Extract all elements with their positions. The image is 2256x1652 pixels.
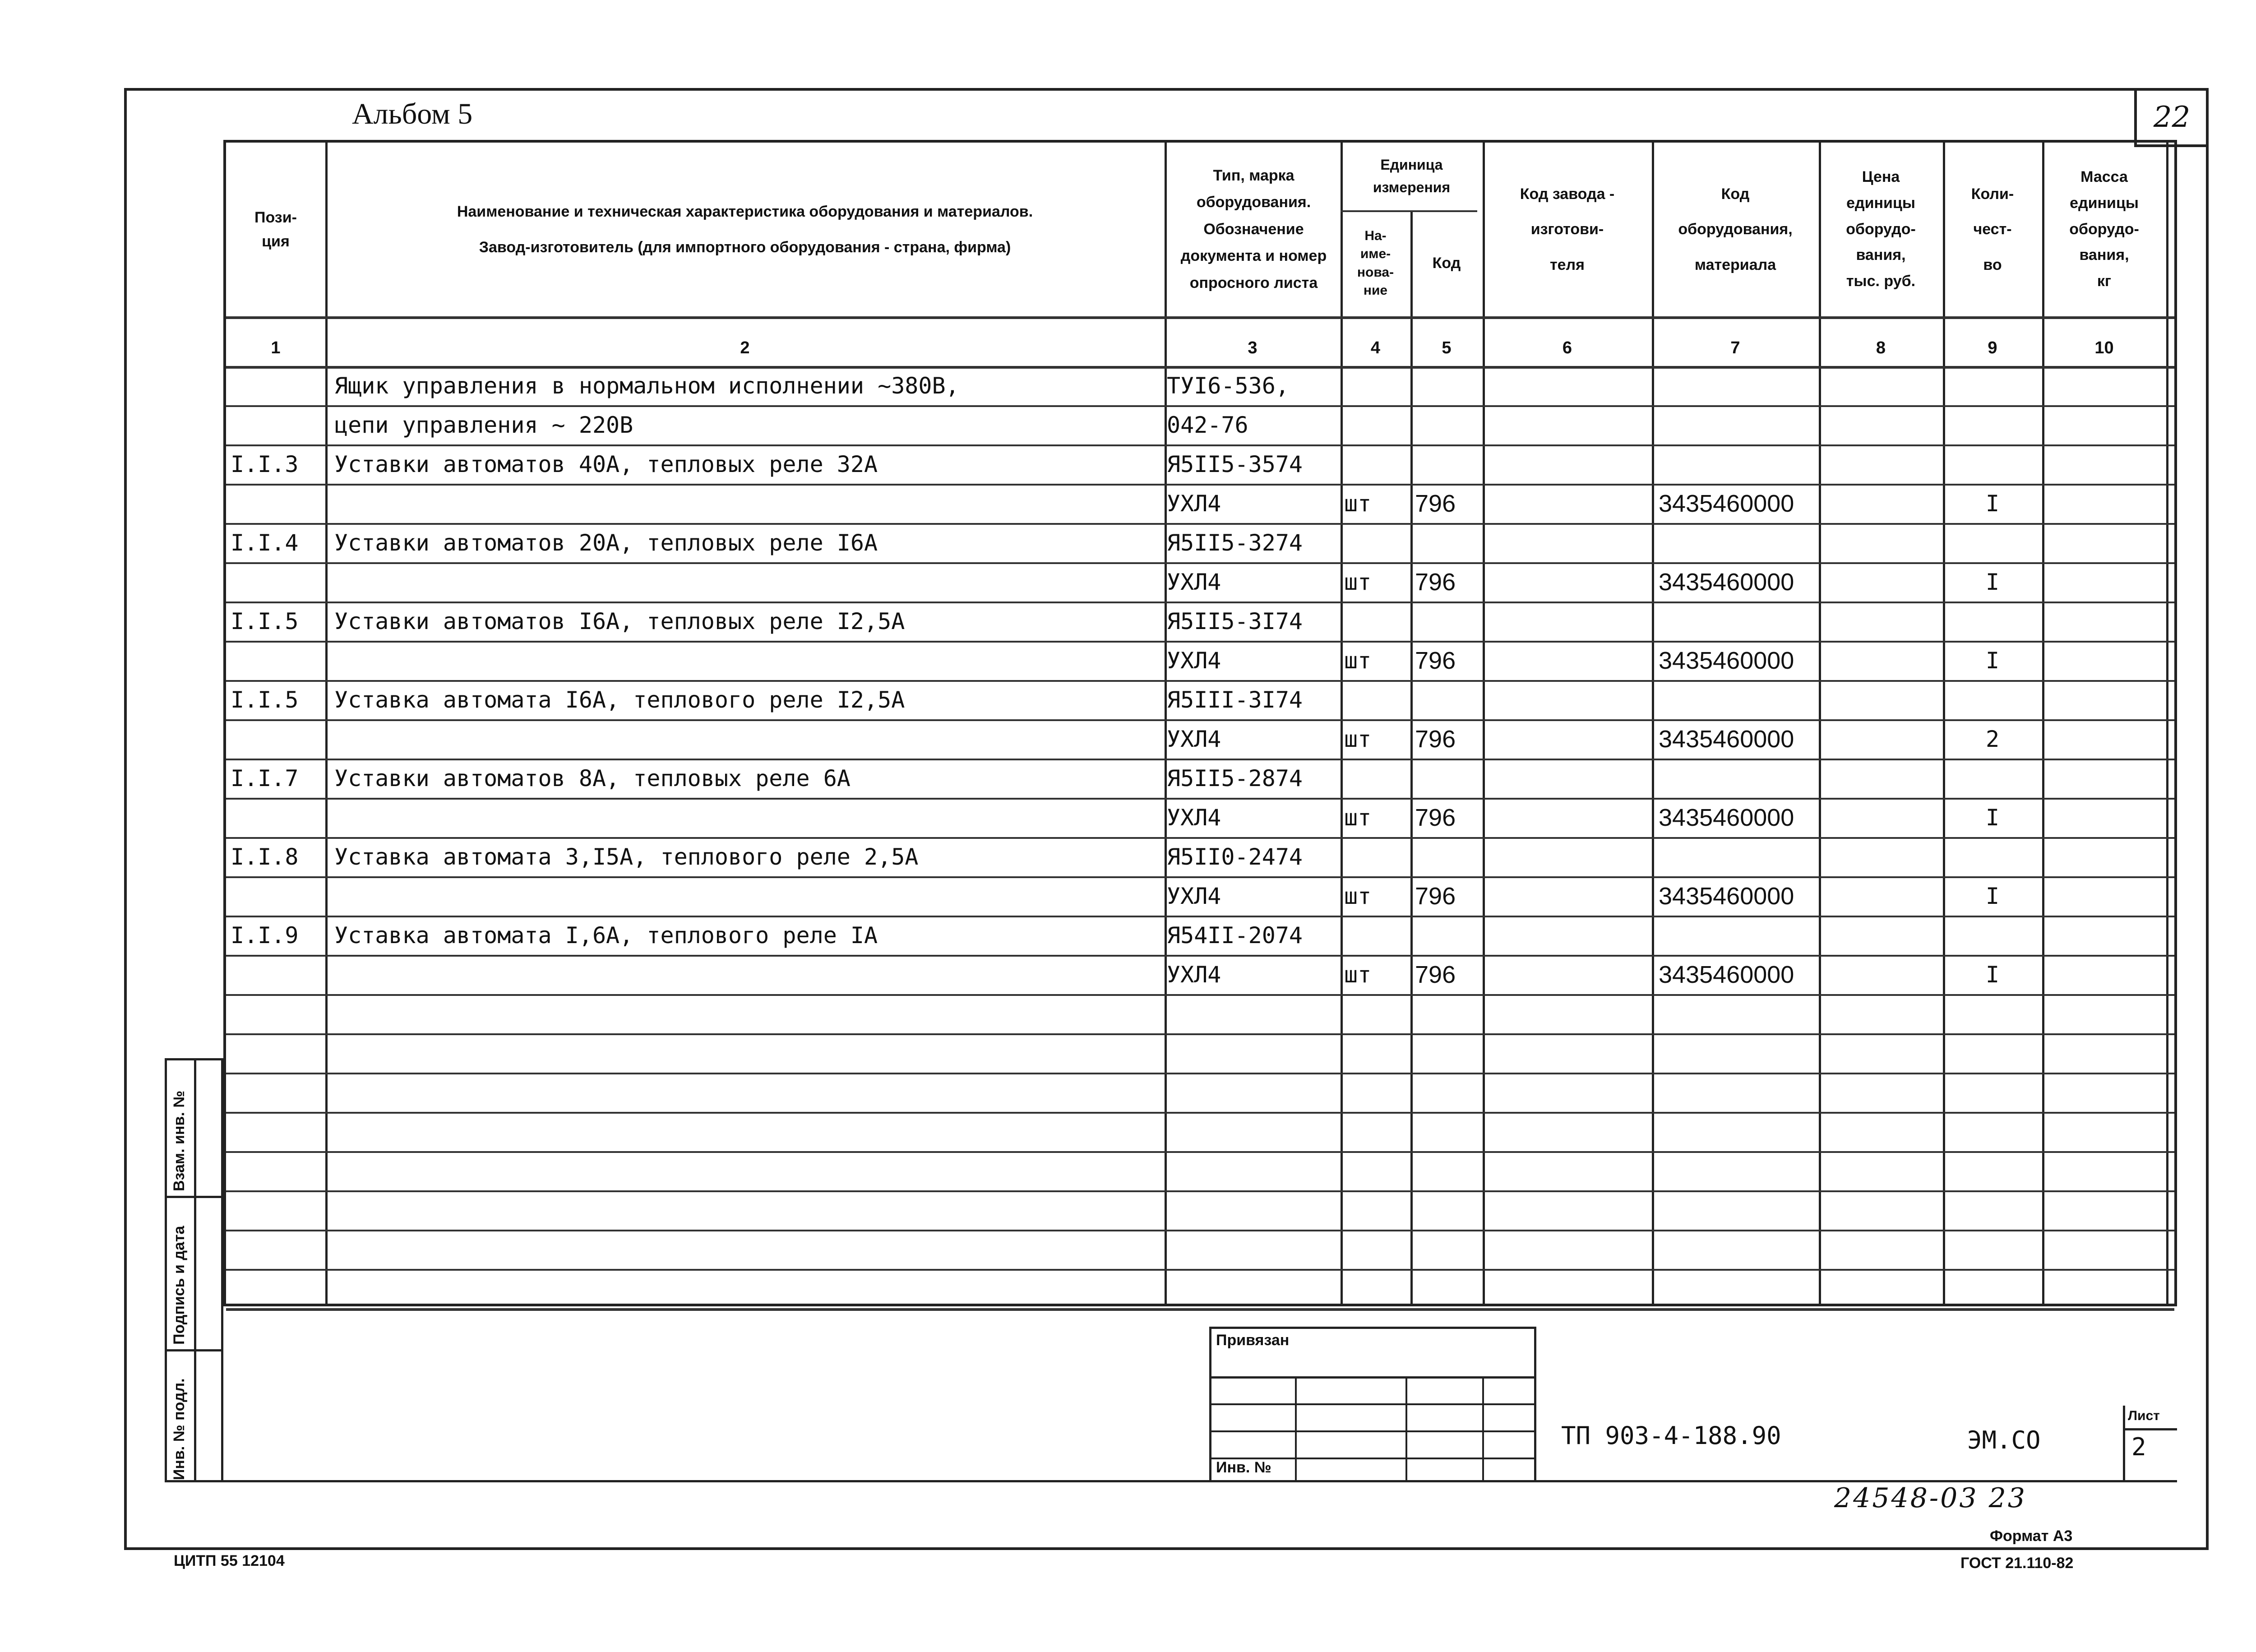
cell-unit: шт (1344, 569, 1372, 595)
cell-pos: I.I.5 (231, 608, 299, 634)
cell-code (1415, 602, 1483, 641)
cell-price (1823, 405, 1943, 445)
cell-pos (231, 798, 325, 838)
cell-code (1415, 523, 1483, 563)
cell-code: 796 (1415, 883, 1456, 910)
col-divider (1410, 210, 1413, 1304)
cell-mass (2047, 641, 2166, 680)
col-num-10: 10 (2094, 338, 2114, 357)
cell-factory (1487, 680, 1652, 720)
cell-mass (2047, 876, 2166, 916)
col-num-9: 9 (1988, 338, 1997, 357)
cell-eq_code (1659, 444, 1819, 484)
cell-type: Я5III-3I74 (1167, 687, 1303, 713)
cell-pos: I.I.7 (231, 765, 299, 791)
cell-factory (1487, 562, 1652, 602)
side-label-signature: Подпись и дата (171, 1226, 188, 1345)
cell-name: Ящик управления в нормальном исполнении ~380В, (334, 373, 959, 399)
cell-price (1823, 916, 1943, 955)
col-num-3: 3 (1248, 338, 1257, 357)
cell-mass (2047, 798, 2166, 838)
cell-type: УХЛ4 (1167, 569, 1221, 595)
header-col-5: Код (1432, 255, 1461, 272)
cell-unit (1344, 916, 1410, 955)
cell-mass (2047, 484, 2166, 523)
cell-price (1823, 759, 1943, 798)
row-line (226, 1033, 2174, 1035)
cell-type: УХЛ4 (1167, 491, 1221, 517)
stamp-attached-label: Привязан (1216, 1332, 1290, 1349)
cell-code (1415, 680, 1483, 720)
cell-pos (231, 562, 325, 602)
cell-type: ТУI6-536, (1167, 373, 1289, 399)
cell-eq_code: 3435460000 (1659, 490, 1794, 517)
cell-price (1823, 484, 1943, 523)
cell-name: Уставки автоматов 20А, тепловых реле I6А (334, 530, 878, 556)
cell-qty: I (1985, 569, 2000, 595)
row-line (226, 1230, 2174, 1231)
col-num-6: 6 (1562, 338, 1572, 357)
cell-eq_code: 3435460000 (1659, 647, 1794, 674)
cell-code (1415, 759, 1483, 798)
cell-unit (1344, 523, 1410, 563)
cell-factory (1487, 484, 1652, 523)
cell-name (334, 562, 1165, 602)
cell-factory (1487, 876, 1652, 916)
cell-code: 796 (1415, 490, 1456, 517)
cell-eq_code: 3435460000 (1659, 883, 1794, 910)
sheet-box (2123, 1406, 2177, 1480)
cell-name (334, 641, 1165, 680)
cell-unit (1344, 366, 1410, 406)
cell-pos (231, 955, 325, 995)
cell-name (334, 876, 1165, 916)
cell-eq_code: 3435460000 (1659, 569, 1794, 596)
cell-pos: I.I.3 (231, 451, 299, 477)
cell-factory (1487, 366, 1652, 406)
cell-type: Я54II-2074 (1167, 922, 1303, 949)
side-label-replacement: Взам. инв. № (171, 1090, 188, 1191)
cell-eq_code (1659, 916, 1819, 955)
handwritten-number: 24548-03 23 (1834, 1482, 2027, 1514)
header-col-4: На- име- нова- ние (1357, 228, 1394, 298)
cell-factory (1487, 955, 1652, 995)
cell-eq_code (1659, 405, 1819, 445)
cell-factory (1487, 523, 1652, 563)
cell-qty (1943, 837, 2042, 877)
cell-factory (1487, 798, 1652, 838)
cell-name (334, 484, 1165, 523)
cell-type: Я5II5-3274 (1167, 530, 1303, 556)
cell-factory (1487, 719, 1652, 759)
cell-code: 796 (1415, 569, 1456, 596)
attachment-stamp (1209, 1327, 1536, 1482)
cell-type: Я5II5-3574 (1167, 451, 1303, 477)
cell-qty: I (1985, 491, 2000, 517)
cell-pos: I.I.8 (231, 844, 299, 870)
footer-gost: ГОСТ 21.110-82 (1960, 1555, 2074, 1572)
cell-code: 796 (1415, 961, 1456, 988)
cell-unit (1344, 680, 1410, 720)
cell-price (1823, 366, 1943, 406)
cell-mass (2047, 366, 2166, 406)
stamp-inv-label: Инв. № (1216, 1459, 1271, 1476)
cell-price (1823, 955, 1943, 995)
cell-name: Уставки автоматов 40А, тепловых реле 32А (334, 451, 878, 477)
col-num-4: 4 (1370, 338, 1381, 357)
header-col-10: Масса единицы оборудо- вания, кг (2069, 168, 2139, 290)
cell-eq_code (1659, 523, 1819, 563)
row-line (226, 1073, 2174, 1074)
cell-mass (2047, 680, 2166, 720)
cell-mass (2047, 405, 2166, 445)
cell-name: Уставка автомата I6А, теплового реле I2,5А (334, 687, 905, 713)
cell-unit (1344, 837, 1410, 877)
cell-eq_code (1659, 837, 1819, 877)
side-strip (165, 1058, 223, 1482)
cell-pos: I.I.5 (231, 687, 299, 713)
cell-type: УХЛ4 (1167, 648, 1221, 674)
cell-factory (1487, 444, 1652, 484)
sheet-number: 2 (2131, 1433, 2146, 1461)
cell-code: 796 (1415, 726, 1456, 753)
cell-qty (1943, 444, 2042, 484)
cell-mass (2047, 759, 2166, 798)
col-num-8: 8 (1876, 338, 1886, 357)
cell-price (1823, 719, 1943, 759)
cell-unit (1344, 602, 1410, 641)
cell-price (1823, 523, 1943, 563)
cell-qty: I (1985, 648, 2000, 674)
header-col-7: Код оборудования, материала (1678, 185, 1793, 273)
cell-qty: 2 (1985, 726, 2000, 752)
cell-qty (1943, 680, 2042, 720)
row-line (226, 1151, 2174, 1153)
cell-factory (1487, 602, 1652, 641)
header-col-6: Код завода - изготови- теля (1520, 185, 1615, 273)
footer-left: ЦИТП 55 12104 (174, 1552, 285, 1569)
cell-type: Я5II5-2874 (1167, 765, 1303, 791)
cell-eq_code: 3435460000 (1659, 961, 1794, 988)
footer-format: Формат А3 (1990, 1527, 2073, 1545)
cell-qty (1943, 916, 2042, 955)
cell-mass (2047, 955, 2166, 995)
header-col-8: Цена единицы оборудо- вания, тыс. руб. (1846, 168, 1916, 290)
cell-qty: I (1985, 962, 2000, 988)
cell-price (1823, 562, 1943, 602)
album-label: Альбом 5 (352, 97, 473, 130)
cell-eq_code (1659, 680, 1819, 720)
cell-mass (2047, 523, 2166, 563)
cell-code (1415, 916, 1483, 955)
col-num-5: 5 (1442, 338, 1452, 357)
cell-unit: шт (1344, 648, 1372, 674)
cell-code (1415, 366, 1483, 406)
header-bottom-line (226, 316, 2174, 319)
cell-mass (2047, 837, 2166, 877)
cell-pos (231, 366, 325, 406)
cell-eq_code (1659, 602, 1819, 641)
cell-pos (231, 484, 325, 523)
cell-factory (1487, 759, 1652, 798)
cell-code (1415, 837, 1483, 877)
cell-unit (1344, 444, 1410, 484)
row-line (226, 1190, 2174, 1192)
cell-type: Я5II0-2474 (1167, 844, 1303, 870)
cell-factory (1487, 837, 1652, 877)
cell-type: 042-76 (1167, 412, 1248, 438)
cell-factory (1487, 641, 1652, 680)
cell-price (1823, 876, 1943, 916)
cell-code: 796 (1415, 647, 1456, 674)
side-label-inventory: Инв. № подл. (171, 1378, 188, 1480)
cell-code: 796 (1415, 804, 1456, 831)
cell-pos (231, 405, 325, 445)
cell-name (334, 798, 1165, 838)
cell-type: УХЛ4 (1167, 962, 1221, 988)
cell-price (1823, 444, 1943, 484)
cell-type: Я5II5-3I74 (1167, 608, 1303, 634)
cell-eq_code: 3435460000 (1659, 726, 1794, 753)
cell-price (1823, 602, 1943, 641)
cell-pos: I.I.4 (231, 530, 299, 556)
cell-name (334, 955, 1165, 995)
cell-type: УХЛ4 (1167, 726, 1221, 752)
cell-qty (1943, 602, 2042, 641)
cell-mass (2047, 916, 2166, 955)
cell-unit (1344, 405, 1410, 445)
cell-mass (2047, 719, 2166, 759)
cell-mass (2047, 602, 2166, 641)
cell-unit (1344, 759, 1410, 798)
cell-factory (1487, 405, 1652, 445)
cell-name: цепи управления ~ 220В (334, 412, 633, 438)
cell-qty (1943, 523, 2042, 563)
col-num-1: 1 (271, 338, 281, 357)
cell-factory (1487, 916, 1652, 955)
table-body-bottom (226, 1308, 2174, 1311)
cell-name (334, 719, 1165, 759)
cell-price (1823, 641, 1943, 680)
cell-qty: I (1985, 883, 2000, 909)
cell-unit: шт (1344, 726, 1372, 752)
cell-price (1823, 837, 1943, 877)
cell-mass (2047, 444, 2166, 484)
cell-qty: I (1985, 805, 2000, 831)
doc-mark: ЭМ.СО (1967, 1426, 2041, 1454)
equipment-table (223, 140, 2177, 1306)
cell-name: Уставка автомата I,6А, теплового реле IА (334, 922, 878, 949)
cell-code (1415, 444, 1483, 484)
row-line (226, 994, 2174, 996)
col-num-2: 2 (740, 338, 750, 357)
doc-code: ТП 903-4-188.90 (1561, 1421, 1781, 1450)
header-unit-group: Единица измерения (1373, 157, 1451, 195)
row-line (226, 1269, 2174, 1271)
cell-eq_code (1659, 759, 1819, 798)
cell-qty (1943, 759, 2042, 798)
cell-eq_code: 3435460000 (1659, 804, 1794, 831)
cell-mass (2047, 562, 2166, 602)
cell-qty (1943, 366, 2042, 406)
cell-eq_code (1659, 366, 1819, 406)
cell-pos: I.I.9 (231, 922, 299, 949)
cell-unit: шт (1344, 962, 1372, 988)
cell-qty (1943, 405, 2042, 445)
page-number: 22 (2134, 90, 2207, 147)
cell-type: УХЛ4 (1167, 805, 1221, 831)
header-col-1: Пози- ция (254, 208, 297, 250)
cell-name: Уставка автомата 3,I5А, теплового реле 2,5А (334, 844, 919, 870)
cell-name: Уставки автоматов 8А, тепловых реле 6А (334, 765, 851, 791)
cell-pos (231, 876, 325, 916)
cell-name: Уставки автоматов I6А, тепловых реле I2,5А (334, 608, 905, 634)
cell-price (1823, 798, 1943, 838)
header-col-2: Наименование и техническая характеристика оборудования и материалов. Завод-изготовитель (для импортного оборудования - страна, фирма) (457, 203, 1033, 256)
cell-type: УХЛ4 (1167, 883, 1221, 909)
cell-price (1823, 680, 1943, 720)
cell-unit: шт (1344, 805, 1372, 831)
cell-unit: шт (1344, 883, 1372, 909)
cell-unit: шт (1344, 491, 1372, 517)
cell-pos (231, 719, 325, 759)
sheet-label: Лист (2128, 1408, 2160, 1423)
cell-code (1415, 405, 1483, 445)
cell-pos (231, 641, 325, 680)
col-num-7: 7 (1730, 338, 1740, 357)
header-col-9: Коли- чест- во (1971, 185, 2014, 273)
row-line (226, 1112, 2174, 1114)
header-col-3: Тип, марка оборудования. Обозначение документа и номер опросного листа (1180, 167, 1327, 292)
